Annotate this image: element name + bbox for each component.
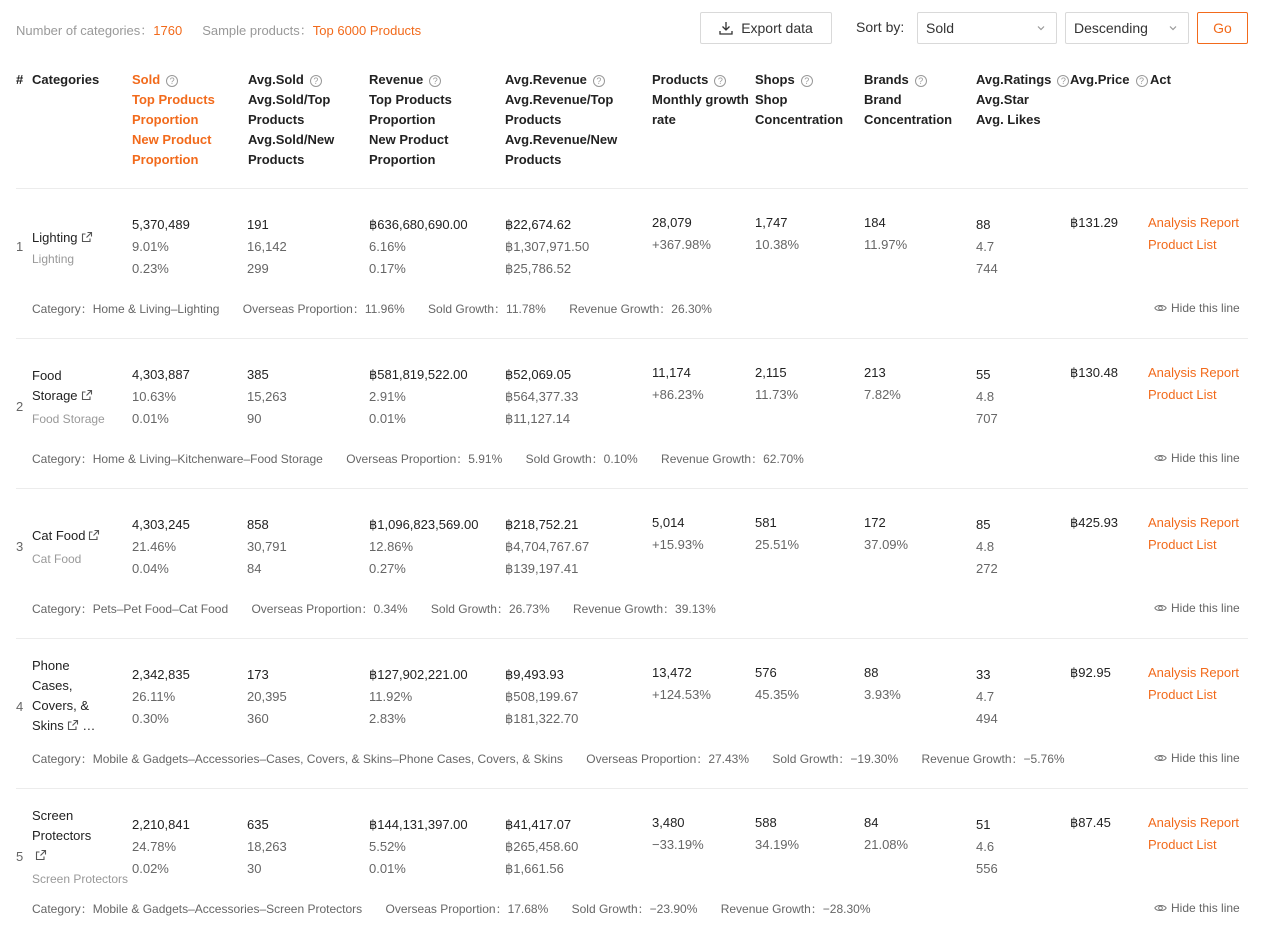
avg-price-cell: ฿87.45: [1070, 815, 1111, 830]
avg-price-cell: ฿130.48: [1070, 365, 1119, 380]
overseas-proportion: 5.91%: [468, 452, 503, 466]
header-shops[interactable]: Shops ? Shop Concentration: [755, 72, 844, 127]
header-ratings[interactable]: Avg.Ratings ? Avg.Star Avg. Likes: [976, 70, 1069, 130]
row-rank: 4: [16, 699, 24, 714]
avg-price-cell: ฿425.93: [1070, 515, 1119, 530]
avg-revenue-cell: ฿52,069.05 ฿564,377.33 ฿11,127.14: [505, 367, 579, 426]
download-icon: [719, 21, 733, 35]
external-link-icon[interactable]: [81, 231, 93, 243]
category-name[interactable]: Food Storage: [32, 366, 104, 406]
products-cell: 11,174 +86.23%: [652, 365, 704, 402]
external-link-icon[interactable]: [67, 719, 79, 731]
help-icon[interactable]: ?: [1057, 75, 1069, 87]
summary: [16, 20, 421, 39]
sold-growth: 0.10%: [603, 452, 638, 466]
table-header: [0, 70, 1264, 188]
external-link-icon[interactable]: [81, 389, 93, 401]
products-cell: 3,480 −33.19%: [652, 815, 704, 852]
sort-by-label: Sort by:: [856, 19, 905, 35]
header-avg-sold[interactable]: Avg.Sold ? Avg.Sold/Top Products Avg.Sold/New Products: [248, 72, 335, 167]
sold-cell: 4,303,245 21.46% 0.04%: [132, 517, 190, 576]
actions-cell: [1148, 362, 1239, 406]
help-icon[interactable]: ?: [801, 75, 813, 87]
sold-cell: 2,210,841 24.78% 0.02%: [132, 817, 190, 876]
products-cell: 13,472 +124.53%: [652, 665, 711, 702]
analysis-report-link[interactable]: Analysis Report: [1148, 515, 1240, 530]
analysis-report-link[interactable]: Analysis Report: [1148, 815, 1240, 830]
avg-price-cell: ฿131.29: [1070, 215, 1119, 230]
ratings-cell: 85 4.8 272: [976, 517, 998, 576]
category-path: Home & Living–Lighting: [92, 302, 220, 316]
category-name[interactable]: Phone Cases, Covers, & Skins …: [32, 658, 96, 733]
row-detail: Category：Mobile & Gadgets–Accessories–Screen Protectors Overseas Proportion：17.68% Sold Growth：−23.90% Revenue Growth：−28.30%: [32, 902, 871, 916]
toolbar: [0, 0, 1264, 56]
sort-order-value: Descending: [1074, 20, 1148, 36]
sold-growth: 11.78%: [506, 302, 546, 316]
category-name[interactable]: Screen Protectors: [32, 806, 104, 866]
product-list-link[interactable]: Product List: [1148, 237, 1217, 252]
header-act: Act: [1150, 72, 1171, 87]
analysis-report-link[interactable]: Analysis Report: [1148, 365, 1240, 380]
header-revenue[interactable]: Revenue ? Top Products Proportion New Product Proportion: [369, 72, 452, 167]
header-avg-revenue[interactable]: Avg.Revenue ? Avg.Revenue/Top Products Avg.Revenue/New Products: [505, 72, 618, 167]
eye-icon: [1154, 603, 1167, 613]
help-icon[interactable]: ?: [593, 75, 605, 87]
go-button[interactable]: Go: [1197, 12, 1248, 44]
overseas-proportion: 27.43%: [708, 752, 750, 766]
revenue-cell: ฿127,902,221.00 11.92% 2.83%: [369, 667, 468, 726]
table-row: [0, 200, 1264, 350]
header-categories[interactable]: Categories: [32, 72, 100, 87]
category-path: Home & Living–Kitchenware–Food Storage: [92, 452, 323, 466]
ratings-cell: 55 4.8 707: [976, 367, 998, 426]
revenue-growth: −5.76%: [1023, 752, 1065, 766]
category-path: Mobile & Gadgets–Accessories–Screen Protectors: [92, 902, 363, 916]
categories-count-label: Number of categories：: [16, 23, 154, 38]
avg-revenue-cell: ฿22,674.62 ฿1,307,971.50 ฿25,786.52: [505, 217, 590, 276]
product-list-link[interactable]: Product List: [1148, 387, 1217, 402]
table-row: [0, 800, 1264, 950]
hide-line-button[interactable]: Hide this line: [1154, 901, 1240, 915]
category-subname: Food Storage: [32, 412, 105, 426]
overseas-proportion: 17.68%: [507, 902, 549, 916]
product-list-link[interactable]: Product List: [1148, 687, 1217, 702]
category-path: Pets–Pet Food–Cat Food: [92, 602, 229, 616]
revenue-cell: ฿636,680,690.00 6.16% 0.17%: [369, 217, 468, 276]
overseas-proportion: 11.96%: [364, 302, 405, 316]
divider: [16, 788, 1248, 789]
table-row: [0, 350, 1264, 500]
revenue-cell: ฿144,131,397.00 5.52% 0.01%: [369, 817, 468, 876]
avg-sold-cell: 173 20,395 360: [247, 667, 287, 726]
eye-icon: [1154, 303, 1167, 313]
avg-revenue-cell: ฿9,493.93 ฿508,199.67 ฿181,322.70: [505, 667, 579, 726]
shops-cell: 2,115 11.73%: [755, 365, 799, 402]
eye-icon: [1154, 453, 1167, 463]
category-name[interactable]: Cat Food: [32, 526, 110, 546]
revenue-growth: 62.70%: [763, 452, 804, 466]
sample-products-value: Top 6000 Products: [312, 23, 422, 38]
divider: [16, 488, 1248, 489]
sample-products-label: Sample products：: [202, 23, 313, 38]
category-subname: Lighting: [32, 252, 75, 266]
divider: [16, 638, 1248, 639]
analysis-report-link[interactable]: Analysis Report: [1148, 665, 1240, 680]
external-link-icon[interactable]: [35, 849, 47, 861]
sold-cell: 2,342,835 26.11% 0.30%: [132, 667, 190, 726]
header-rank: #: [16, 72, 24, 87]
revenue-growth: −28.30%: [822, 902, 871, 916]
header-sold[interactable]: Sold ? Top Products Proportion New Product Proportion: [132, 72, 215, 167]
revenue-growth: 26.30%: [671, 302, 712, 316]
brands-cell: 213 7.82%: [864, 365, 901, 402]
brands-cell: 84 21.08%: [864, 815, 909, 852]
category-subname: Screen Protectors: [32, 872, 129, 886]
category-path: Mobile & Gadgets–Accessories–Cases, Covers, & Skins–Phone Cases, Covers, & Skins: [92, 752, 563, 766]
export-data-button[interactable]: [700, 12, 832, 44]
avg-sold-cell: 191 16,142 299: [247, 217, 287, 276]
help-icon[interactable]: ?: [714, 75, 726, 87]
avg-sold-cell: 858 30,791 84: [247, 517, 287, 576]
help-icon[interactable]: ?: [915, 75, 927, 87]
row-detail: Category：Mobile & Gadgets–Accessories–Cases, Covers, & Skins–Phone Cases, Covers, & Skins Overseas Proportion：27.43% Sold Growth：−19.30% Revenue Growth：−5.76%: [32, 752, 1065, 766]
eye-icon: [1154, 753, 1167, 763]
brands-cell: 172 37.09%: [864, 515, 909, 552]
categories-count-value: 1760: [153, 23, 183, 38]
shops-cell: 576 45.35%: [755, 665, 800, 702]
export-data-label: Export data: [741, 20, 813, 36]
header-brands[interactable]: Brands ? Brand Concentration: [864, 72, 953, 127]
overseas-proportion: 0.34%: [373, 602, 408, 616]
row-rank: 2: [16, 399, 24, 414]
table-row: [0, 500, 1264, 650]
chevron-down-icon: [1168, 23, 1178, 33]
hide-line-button[interactable]: Hide this line: [1154, 301, 1240, 315]
category-name[interactable]: Lighting: [32, 228, 110, 248]
avg-price-cell: ฿92.95: [1070, 665, 1111, 680]
sort-order-select[interactable]: [1065, 12, 1189, 44]
ratings-cell: 51 4.6 556: [976, 817, 998, 876]
help-icon[interactable]: ?: [166, 75, 178, 87]
products-cell: 5,014 +15.93%: [652, 515, 704, 552]
help-icon[interactable]: ?: [429, 75, 441, 87]
brands-cell: 184 11.97%: [864, 215, 908, 252]
hide-line-button[interactable]: Hide this line: [1154, 601, 1240, 615]
table-row: [0, 650, 1264, 800]
eye-icon: [1154, 903, 1167, 913]
sort-field-select[interactable]: [917, 12, 1057, 44]
row-detail: Category：Home & Living–Lighting Overseas Proportion：11.96% Sold Growth：11.78% Revenue Growth：26.30%: [32, 302, 712, 316]
actions-cell: [1148, 812, 1239, 856]
row-rank: 3: [16, 539, 24, 554]
shops-cell: 1,747 10.38%: [755, 215, 800, 252]
divider: [16, 338, 1248, 339]
row-detail: Category：Home & Living–Kitchenware–Food Storage Overseas Proportion：5.91% Sold Growth：0.10% Revenue Growth：62.70%: [32, 452, 804, 466]
analysis-report-link[interactable]: Analysis Report: [1148, 215, 1240, 230]
avg-revenue-cell: ฿218,752.21 ฿4,704,767.67 ฿139,197.41: [505, 517, 590, 576]
avg-sold-cell: 635 18,263 30: [247, 817, 287, 876]
hide-line-button[interactable]: Hide this line: [1154, 451, 1240, 465]
help-icon[interactable]: ?: [310, 75, 322, 87]
product-list-link[interactable]: Product List: [1148, 537, 1217, 552]
category-subname: Cat Food: [32, 552, 82, 566]
header-avg-price[interactable]: Avg.Price ?: [1070, 70, 1148, 90]
actions-cell: [1148, 512, 1239, 556]
row-rank: 5: [16, 849, 24, 864]
sold-cell: 4,303,887 10.63% 0.01%: [132, 367, 190, 426]
external-link-icon[interactable]: [88, 529, 100, 541]
revenue-cell: ฿1,096,823,569.00 12.86% 0.27%: [369, 517, 479, 576]
hide-line-button[interactable]: Hide this line: [1154, 751, 1240, 765]
revenue-growth: 39.13%: [675, 602, 716, 616]
sold-growth: −19.30%: [850, 752, 899, 766]
row-detail: Category：Pets–Pet Food–Cat Food Overseas Proportion：0.34% Sold Growth：26.73% Revenue Growth：39.13%: [32, 602, 716, 616]
avg-revenue-cell: ฿41,417.07 ฿265,458.60 ฿1,661.56: [505, 817, 579, 876]
sort-field-value: Sold: [926, 20, 955, 36]
product-list-link[interactable]: Product List: [1148, 837, 1217, 852]
actions-cell: [1148, 212, 1239, 256]
ratings-cell: 33 4.7 494: [976, 667, 998, 726]
ratings-cell: 88 4.7 744: [976, 217, 998, 276]
help-icon[interactable]: ?: [1136, 75, 1148, 87]
avg-sold-cell: 385 15,263 90: [247, 367, 287, 426]
header-products[interactable]: Products ? Monthly growth rate: [652, 72, 749, 127]
shops-cell: 588 34.19%: [755, 815, 800, 852]
sold-cell: 5,370,489 9.01% 0.23%: [132, 217, 190, 276]
sold-growth: −23.90%: [649, 902, 698, 916]
chevron-down-icon: [1036, 23, 1046, 33]
actions-cell: [1148, 662, 1239, 706]
sold-growth: 26.73%: [508, 602, 550, 616]
products-cell: 28,079 +367.98%: [652, 215, 711, 252]
row-rank: 1: [16, 239, 24, 254]
divider: [16, 188, 1248, 189]
revenue-cell: ฿581,819,522.00 2.91% 0.01%: [369, 367, 468, 426]
brands-cell: 88 3.93%: [864, 665, 901, 702]
shops-cell: 581 25.51%: [755, 515, 800, 552]
